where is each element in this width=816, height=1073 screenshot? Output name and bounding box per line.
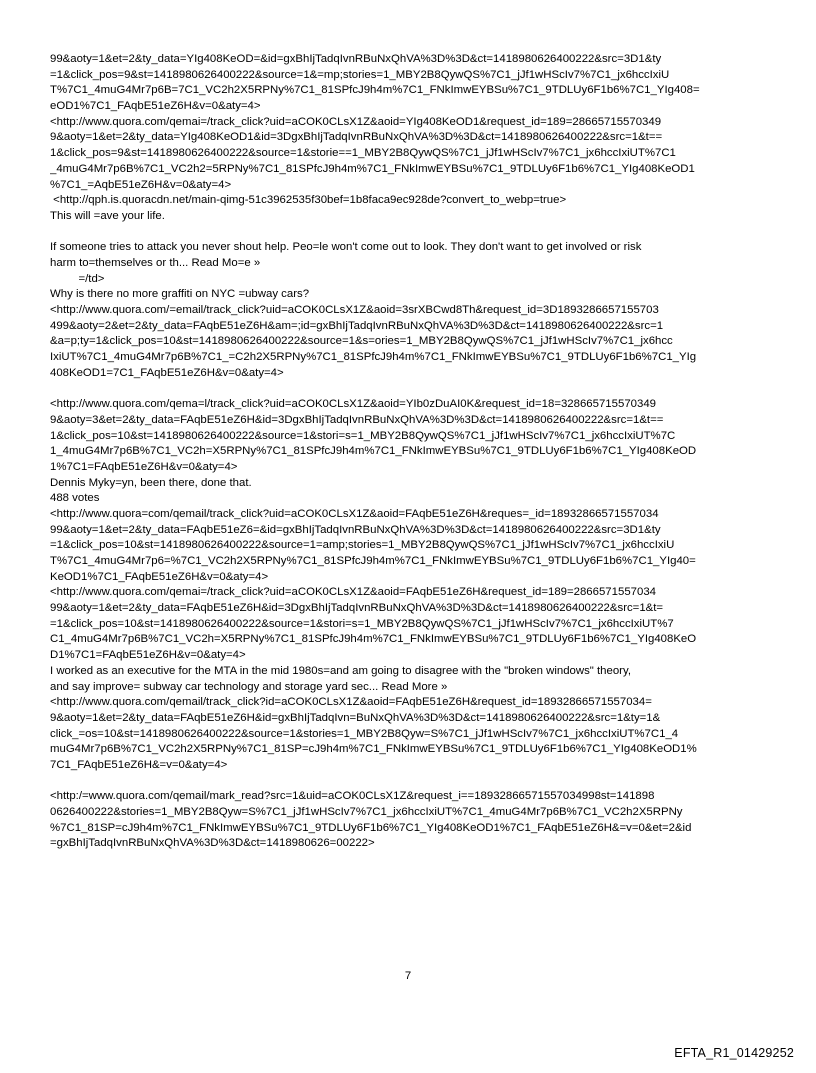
text-line: %7C1_81SP=cJ9h4m%7C1_FNkImwEYBSu%7C1_9TDLUy6F1b6%7C1_YIg408KeOD1%7C1_FAqbE51eZ6H&=v=0&et=2&id bbox=[50, 821, 692, 834]
text-line: 9&aoty=1&et=2&ty_data=YIg408KeOD1&id=3DgxBhIjTadqIvnRBuNxQhVA%3D%3D&ct=1418980626400222&src=1&t== bbox=[50, 131, 663, 144]
text-line: &a=p;ty=1&click_pos=10&st=1418980626400222&source=1&s=ories=1_MBY2B8QywQS%7C1_jJf1wHScIv7%7C1_jx6hcc bbox=[50, 335, 673, 348]
text-line: =1&click_pos=10&st=1418980626400222&source=1=amp;stories=1_MBY2B8QywQS%7C1_jJf1wHScIv7%7C1_jx6hccIxiU bbox=[50, 539, 675, 552]
text-line: and say improve= subway car technology and storage yard sec... Read More » bbox=[50, 680, 448, 693]
blank-line bbox=[50, 381, 775, 397]
text-line: =gxBhIjTadqIvnRBuNxQhVA%3D%3D&ct=1418980626=00222> bbox=[50, 837, 375, 850]
text-line: Why is there no more graffiti on NYC =ubway cars? bbox=[50, 288, 310, 301]
text-line: muG4Mr7p6B%7C1_VC2h2X5RPNy%7C1_81SP=cJ9h4m%7C1_FNkImwEYBSu%7C1_9TDLUy6F1b6%7C1_YIg408KeOD1% bbox=[50, 743, 697, 756]
text-line: 99&aoty=1&et=2&ty_data=FAqbE51eZ6H&id=3DgxBhIjTadqIvnRBuNxQhVA%3D%3D&ct=1418980626400222&src=1&t= bbox=[50, 602, 664, 615]
text-line: C1_4muG4Mr7p6B%7C1_VC2h=X5RPNy%7C1_81SPfcJ9h4m%7C1_FNkImwEYBSu%7C1_9TDLUy6F1b6%7C1_YIg408KeO bbox=[50, 633, 697, 646]
text-line: click_=os=10&st=1418980626400222&source=1&stories=1_MBY2B8Qyw=S%7C1_jJf1wHScIv7%7C1_jx6hccIxiUT%7C1_4 bbox=[50, 727, 679, 740]
text-line: 9&aoty=1&et=2&ty_data=FAqbE51eZ6H&id=gxBhIjTadqIvn=BuNxQhVA%3D%3D&ct=1418980626400222&src=1&ty=1& bbox=[50, 711, 661, 724]
text-line: 99&aoty=1&et=2&ty_data=YIg408KeOD=&id=gxBhIjTadqIvnRBuNxQhVA%3D%3D&ct=1418980626400222&src=3D1&ty bbox=[50, 53, 662, 65]
text-line: 99&aoty=1&et=2&ty_data=FAqbE51eZ6=&id=gxBhIjTadqIvnRBuNxQhVA%3D%3D&ct=1418980626400222&src=3D1&ty bbox=[50, 523, 661, 536]
text-line: KeOD1%7C1_FAqbE51eZ6H&v=0&aty=4> bbox=[50, 570, 269, 583]
text-line: T%7C1_4muG4Mr7p6=%7C1_VC2h2X5RPNy%7C1_81SPfcJ9h4m%7C1_FNkImwEYBSu%7C1_9TDLUy6F1b6%7C1_YIg40= bbox=[50, 555, 696, 567]
text-line: <http://qph.is.quoracdn.net/main-qimg-51c3962535f30bef=1b8faca9ec928de?convert_to_webp=true> bbox=[50, 194, 567, 207]
text-line: This will =ave your life. bbox=[50, 209, 165, 222]
text-line: =1&click_pos=9&st=1418980626400222&source=1&=mp;stories=1_MBY2B8QywQS%7C1_jJf1wHScIv7%7C1_jx6hccIxiU bbox=[50, 68, 670, 81]
text-line: <http://www.quora.com/qema=l/track_click?uid=aCOK0CLsX1Z&aoid=YIb0zDuAI0K&request_id=18=328665715570349 bbox=[50, 398, 656, 411]
text-line: 9&aoty=3&et=2&ty_data=FAqbE51eZ6H&id=3DgxBhIjTadqIvnRBuNxQhVA%3D%3D&ct=1418980626400222&src=1&t== bbox=[50, 413, 664, 426]
blank-line bbox=[50, 225, 775, 241]
text-line: eOD1%7C1_FAqbE51eZ6H&v=0&aty=4> bbox=[50, 100, 261, 113]
text-line: =/td> bbox=[50, 272, 105, 285]
text-line: T%7C1_4muG4Mr7p6B=7C1_VC2h2X5RPNy%7C1_81SPfcJ9h4m%7C1_FNkImwEYBSu%7C1_9TDLUy6F1b6%7C1_YIg408= bbox=[50, 84, 700, 97]
text-line: 408KeOD1=7C1_FAqbE51eZ6H&v=0&aty=4> bbox=[50, 366, 284, 379]
text-line: 1&click_pos=10&st=1418980626400222&source=1&stori=s=1_MBY2B8QywQS%7C1_jJf1wHScIv7%7C1_jx6hccIxiUT%7C bbox=[50, 429, 676, 442]
bates-number: EFTA_R1_01429252 bbox=[674, 1046, 794, 1060]
text-line: Dennis Myky=yn, been there, done that. bbox=[50, 476, 252, 489]
text-line: 1_4muG4Mr7p6B%7C1_VC2h=X5RPNy%7C1_81SPfcJ9h4m%7C1_FNkImwEYBSu%7C1_9TDLUy6F1b6%7C1_YIg408KeOD bbox=[50, 445, 697, 458]
text-line: 488 votes bbox=[50, 492, 100, 505]
text-line: 0626400222&stories=1_MBY2B8Qyw=S%7C1_jJf1wHScIv7%7C1_jx6hccIxiUT%7C1_4muG4Mr7p6B%7C1_VC2h2X5RPNy bbox=[50, 806, 683, 818]
page-number: 7 bbox=[404, 970, 412, 982]
text-line: <http://www.quora.com/=email/track_click?uid=aCOK0CLsX1Z&aoid=3srXBCwd8Th&request_id=3D1893286657155703 bbox=[50, 304, 659, 316]
text-line: <http://www.quora.com/qemail/track_click?id=aCOK0CLsX1Z&aoid=FAqbE51eZ6H&request_id=18932866571557034= bbox=[50, 696, 652, 709]
text-line: <http:/=www.quora.com/qemail/mark_read?src=1&uid=aCOK0CLsX1Z&request_i==18932866571557034998st=141898 bbox=[50, 790, 655, 803]
text-line: 7C1_FAqbE51eZ6H&=v=0&aty=4> bbox=[50, 758, 228, 771]
text-line: =1&click_pos=10&st=1418980626400222&source=1&stori=s=1_MBY2B8QywQS%7C1_jJf1wHScIv7%7C1_jx6hccIxiUT%7 bbox=[50, 617, 674, 630]
text-line: IxiUT%7C1_4muG4Mr7p6B%7C1_=C2h2X5RPNy%7C1_81SPfcJ9h4m%7C1_FNkImwEYBSu%7C1_9TDLUy6F1b6%7C1_YIg bbox=[50, 351, 697, 364]
text-line: 499&aoty=2&et=2&ty_data=FAqbE51eZ6H&am=;id=gxBhIjTadqIvnRBuNxQhVA%3D%3D&ct=1418980626400222&src=1 bbox=[50, 319, 664, 332]
text-line: 1%7C1=FAqbE51eZ6H&v=0&aty=4> bbox=[50, 460, 238, 473]
text-line: _4muG4Mr7p6B%7C1_VC2h2=5RPNy%7C1_81SPfcJ9h4m%7C1_FNkImwEYBSu%7C1_9TDLUy6F1b6%7C1_YIg408KeOD1 bbox=[50, 162, 695, 175]
text-line: I worked as an executive for the MTA in the mid 1980s=and am going to disagree with the "broken windows" theory, bbox=[50, 664, 631, 677]
text-line: 1&click_pos=9&st=1418980626400222&source=1&storie==1_MBY2B8QywQS%7C1_jJf1wHScIv7%7C1_jx6hccIxiUT%7C1 bbox=[50, 147, 676, 160]
text-line: %7C1_=AqbE51eZ6H&v=0&aty=4> bbox=[50, 178, 232, 191]
text-line: D1%7C1=FAqbE51eZ6H&v=0&aty=4> bbox=[50, 649, 246, 662]
document-body bbox=[50, 52, 775, 852]
text-line: <http://www.quora=com/qemail/track_click?uid=aCOK0CLsX1Z&aoid=FAqbE51eZ6H&reques=_id=18932866571557034 bbox=[50, 507, 659, 520]
text-line: harm to=themselves or th... Read Mo=e » bbox=[50, 256, 261, 269]
text-line: <http://www.quora.com/qemai=/track_click?uid=aCOK0CLsX1Z&aoid=YIg408KeOD1&request_id=189=28665715570349 bbox=[50, 115, 662, 128]
blank-line bbox=[50, 774, 775, 790]
text-line: <http://www.quora.com/qemai=/track_click?uid=aCOK0CLsX1Z&aoid=FAqbE51eZ6H&request_id=189=2866571557034 bbox=[50, 586, 656, 599]
text-line: If someone tries to attack you never shout help. Peo=le won't come out to look. They don't want to get involved or risk bbox=[50, 241, 642, 254]
